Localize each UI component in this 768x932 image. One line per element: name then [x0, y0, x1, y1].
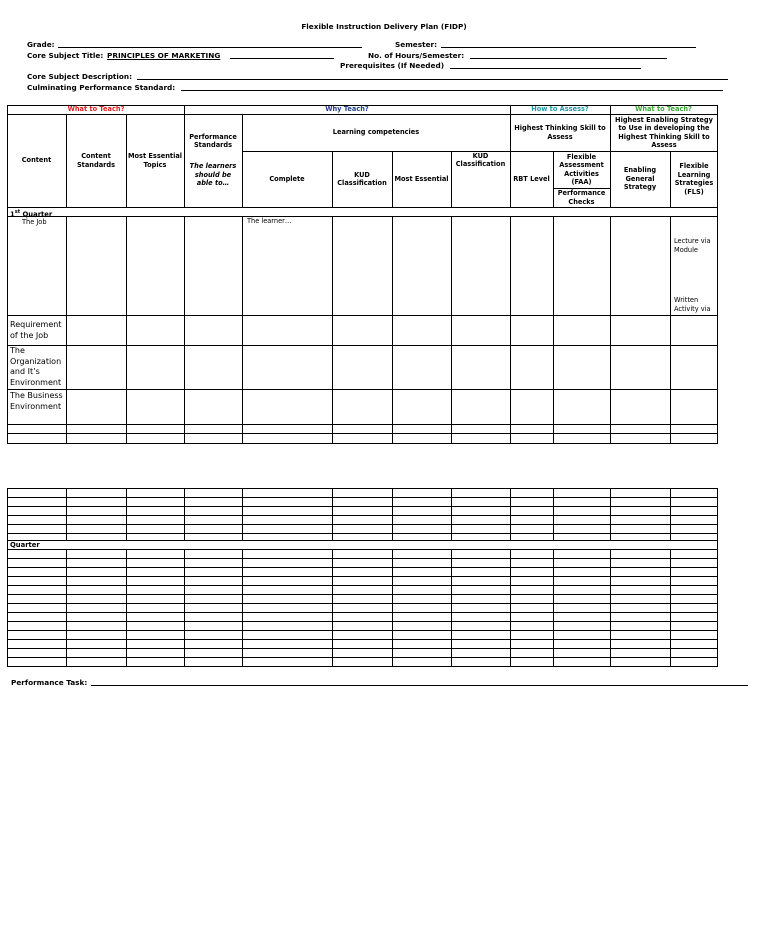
description-label: Core Subject Description: — [27, 72, 133, 81]
group-what-to-teach: What to Teach? — [67, 105, 125, 114]
header-fls: Flexible Learning Strategies (FLS) — [674, 162, 714, 196]
group-why-teach: Why Teach? — [325, 105, 369, 114]
row-3-content: The Organization and It’s Environment — [10, 346, 62, 387]
row-4-content: The Business Environment — [10, 391, 63, 411]
header-kud-classification: KUD Classification — [337, 170, 387, 187]
row-1-fls-2: Written Activity via — [674, 296, 711, 313]
core-subject-title-line — [230, 58, 334, 59]
grade-label: Grade: — [27, 40, 55, 49]
header-complete: Complete — [269, 174, 305, 183]
group-what-to-teach-2: What to Teach? — [635, 105, 692, 114]
row-1-complete: The learner… — [247, 217, 292, 225]
description-field[interactable] — [137, 79, 728, 80]
row-1-fls-1: Lecture via Module — [674, 237, 711, 254]
header-content-standards: Content Standards — [76, 152, 116, 169]
header-performance-standards-note: The learners should be able to… — [189, 162, 237, 188]
row-1-content: The Job — [22, 218, 47, 226]
header-performance-standards: Performance Standards — [189, 132, 237, 149]
quarter-1-label: 1st Quarter — [10, 209, 53, 219]
header-rbt-level: RBT Level — [513, 174, 550, 183]
grade-field[interactable] — [58, 47, 362, 48]
culminating-field[interactable] — [181, 90, 723, 91]
header-highest-thinking-skill: Highest Thinking Skill to Assess — [514, 124, 606, 141]
group-how-to-assess: How to Assess? — [531, 105, 589, 114]
hours-field[interactable] — [470, 58, 667, 59]
core-subject-title-value: PRINCIPLES OF MARKETING — [107, 51, 221, 60]
row-2-content: Requirement of the Job — [10, 320, 62, 340]
header-faa: Flexible Assessment Activities (FAA) — [559, 152, 604, 186]
header-most-essential-topics: Most Essential Topics — [127, 152, 183, 169]
header-kud-classification-2: KUD Classification — [455, 151, 506, 168]
quarter-2-label: Quarter — [10, 541, 40, 549]
semester-label: Semester: — [395, 40, 438, 49]
performance-task-label: Performance Task: — [11, 678, 88, 687]
header-highest-enabling: Highest Enabling Strategy to Use in developing the Highest Thinking Skill to Assess — [615, 115, 713, 149]
performance-task-field[interactable] — [91, 685, 748, 686]
culminating-label: Culminating Performance Standard: — [27, 83, 176, 92]
page-title: Flexible Instruction Delivery Plan (FIDP) — [301, 22, 467, 31]
prerequisites-field[interactable] — [450, 68, 641, 69]
header-learning-competencies: Learning competencies — [332, 128, 420, 137]
semester-field[interactable] — [441, 47, 696, 48]
core-subject-title-label: Core Subject Title: — [27, 51, 104, 60]
header-performance-checks: Performance Checks — [557, 189, 606, 206]
header-content: Content — [21, 156, 52, 165]
header-enabling-general-strategy: Enabling General Strategy — [623, 166, 657, 192]
header-most-essential: Most Essential — [394, 174, 449, 183]
hours-label: No. of Hours/Semester: — [368, 51, 465, 60]
prerequisites-label: Prerequisites (If Needed) — [340, 61, 445, 70]
